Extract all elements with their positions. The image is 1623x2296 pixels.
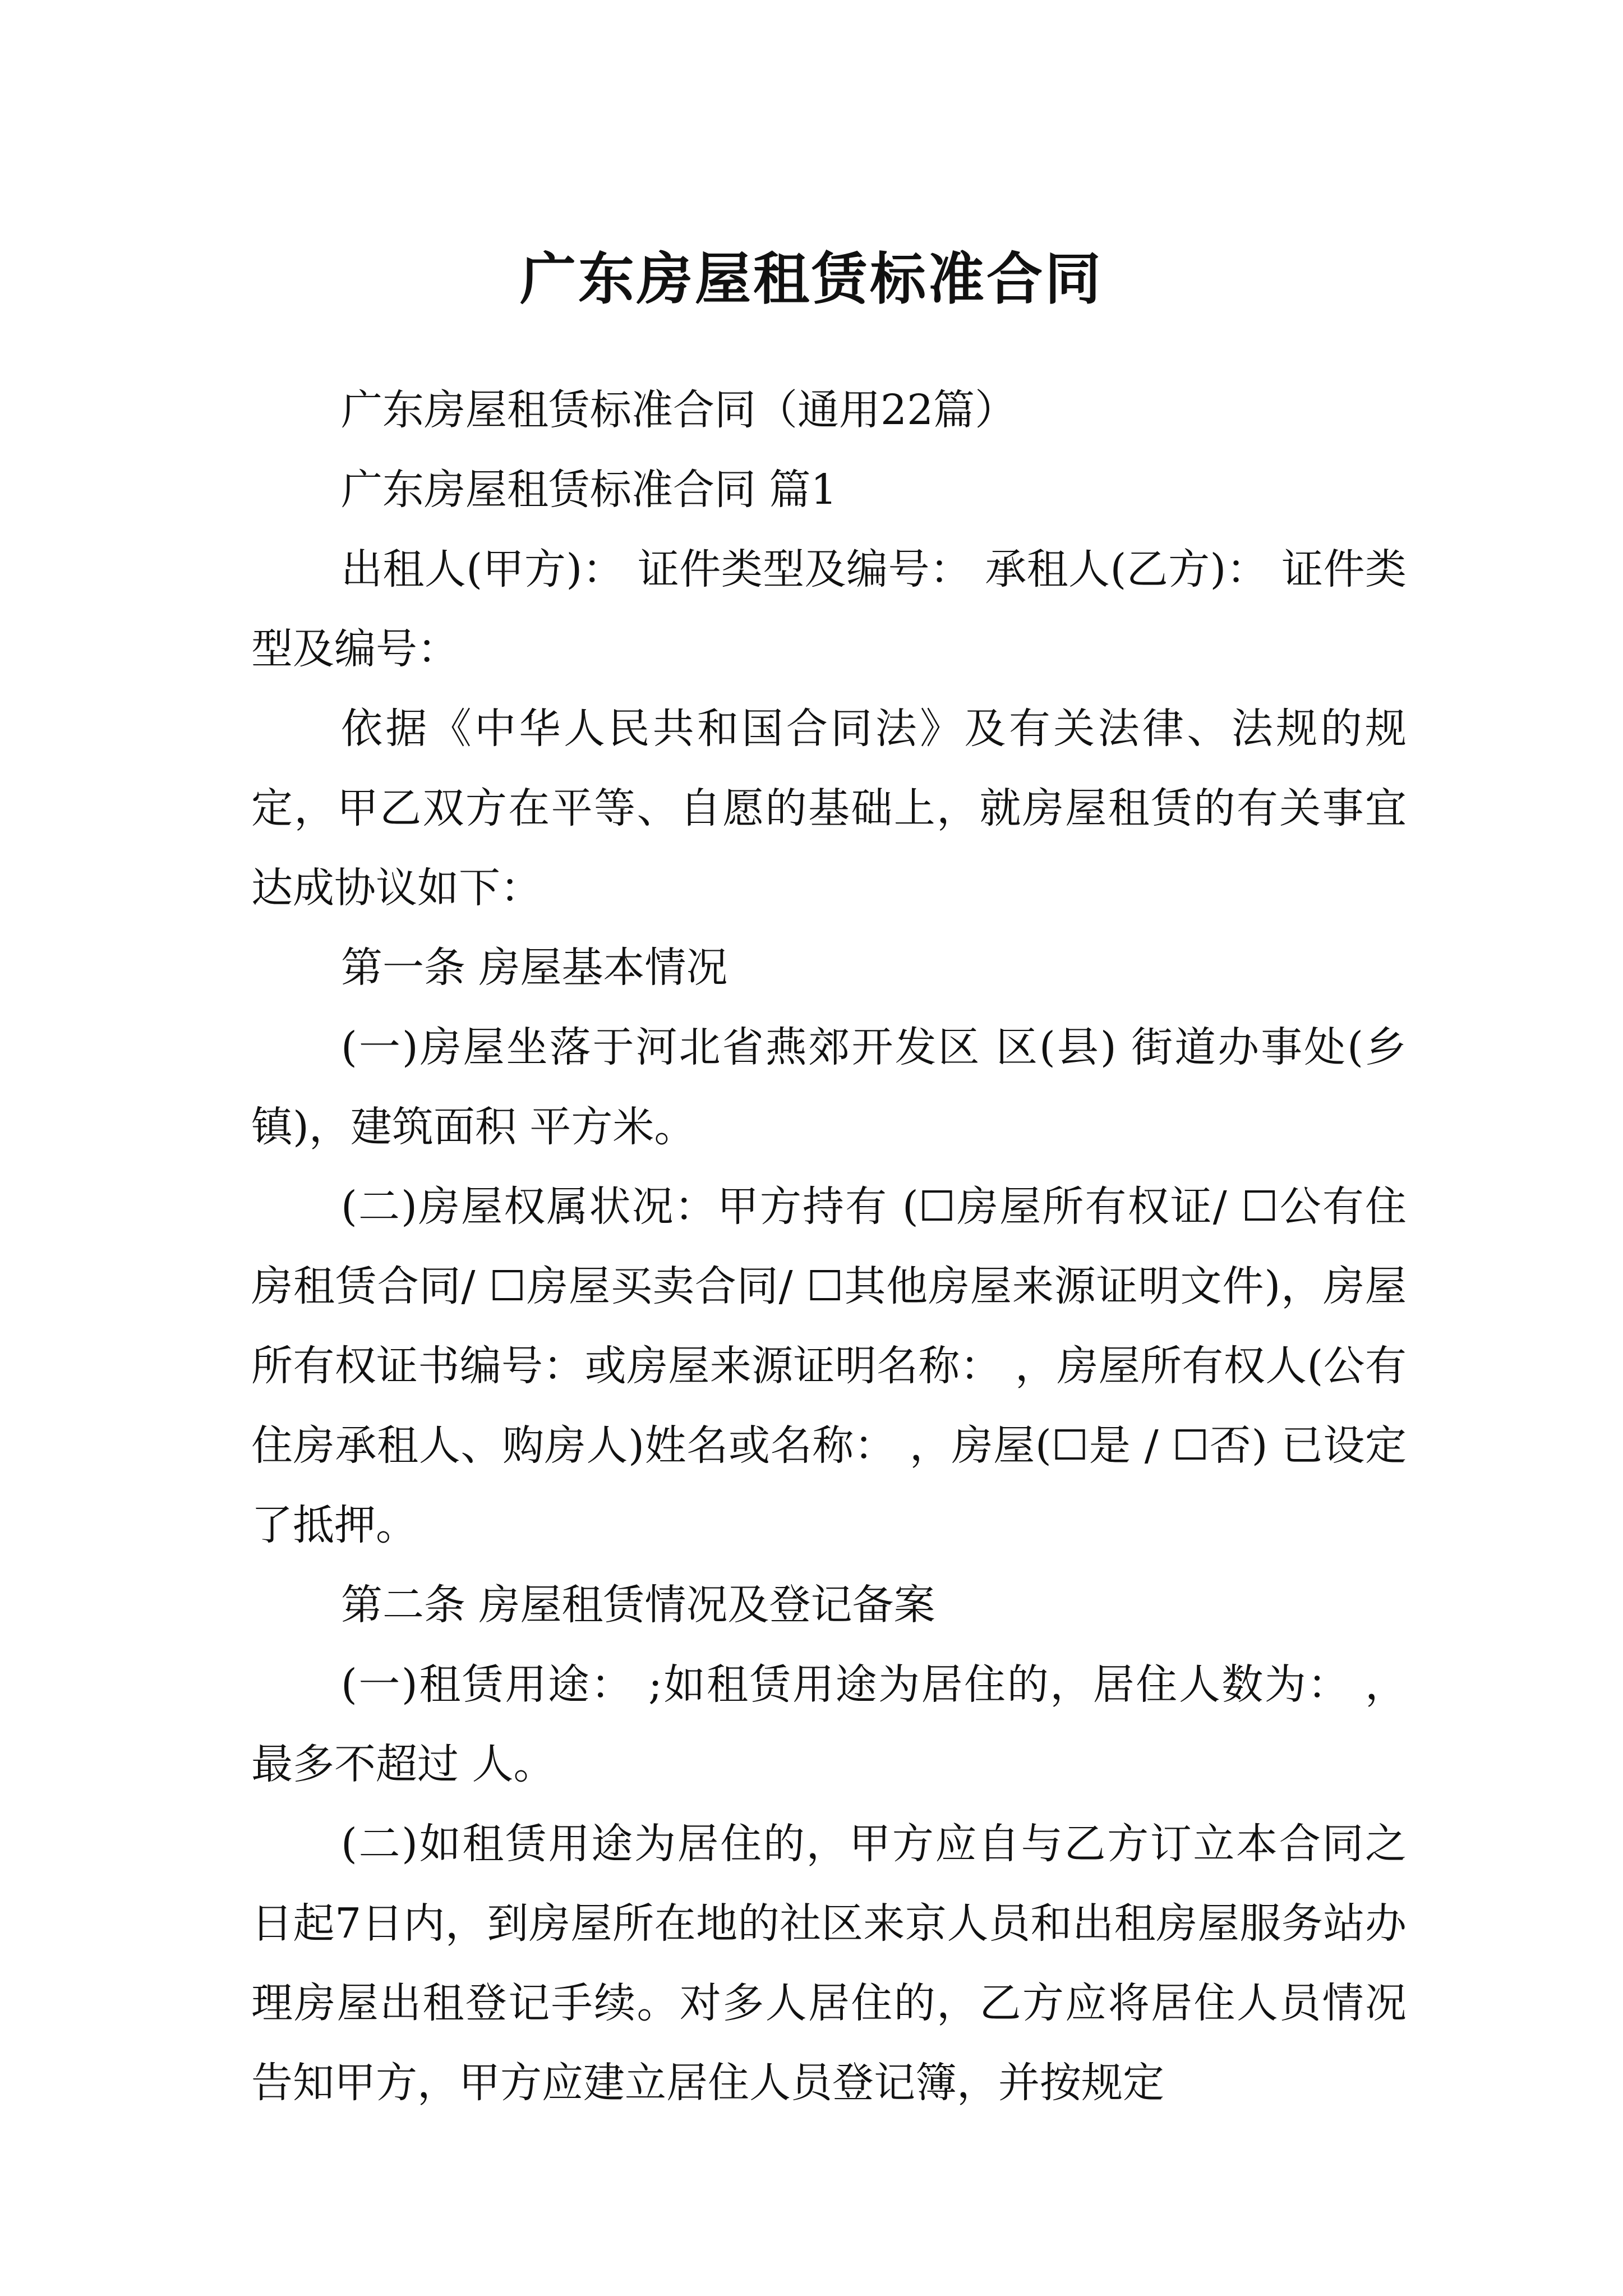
paragraph-article-heading: 广东房屋租赁标准合同 篇1 [341, 466, 837, 514]
paragraph-article-2-heading: 第二条 房屋租赁情况及登记备案 [341, 1581, 935, 1629]
paragraph-parties: 出租人(甲方)： 证件类型及编号： 承租人(乙方)： 证件类型及编号： [251, 545, 1407, 673]
document-title: 广东房屋租赁标准合同 [520, 246, 1103, 312]
paragraph-article-1-item-2: (二)房屋权属状况：甲方持有 (☐房屋所有权证/ ☐公有住房租赁合同/ ☐房屋买卖合同/ ☐其他房屋来源证明文件)，房屋所有权证书编号：或房屋来源证明名称： ，房屋所有权人(公有住房承租人、购房人)姓名或名称： ，房屋(☐是 / ☐否) 已设定了抵押。 [251, 1182, 1407, 1549]
document-body [251, 370, 1407, 2123]
paragraph-article-1-item-1: (一)房屋坐落于河北省燕郊开发区 区(县) 街道办事处(乡镇)，建筑面积 平方米。 [251, 1023, 1407, 1151]
paragraph-collection-title: 广东房屋租赁标准合同（通用22篇） [341, 386, 1017, 434]
paragraph-article-1-heading: 第一条 房屋基本情况 [341, 944, 728, 992]
paragraph-preamble: 依据《中华人民共和国合同法》及有关法律、法规的规定，甲乙双方在平等、自愿的基础上，就房屋租赁的有关事宜达成协议如下： [251, 705, 1407, 912]
paragraph-article-2-item-1: (一)租赁用途： ;如租赁用途为居住的，居住人数为： ，最多不超过 人。 [251, 1660, 1407, 1788]
paragraph-article-2-item-2: (二)如租赁用途为居住的，甲方应自与乙方订立本合同之日起7日内，到房屋所在地的社区来京人员和出租房屋服务站办理房屋出租登记手续。对多人居住的，乙方应将居住人员情况告知甲方，甲方应建立居住人员登记簿，并按规定 [251, 1820, 1407, 2107]
